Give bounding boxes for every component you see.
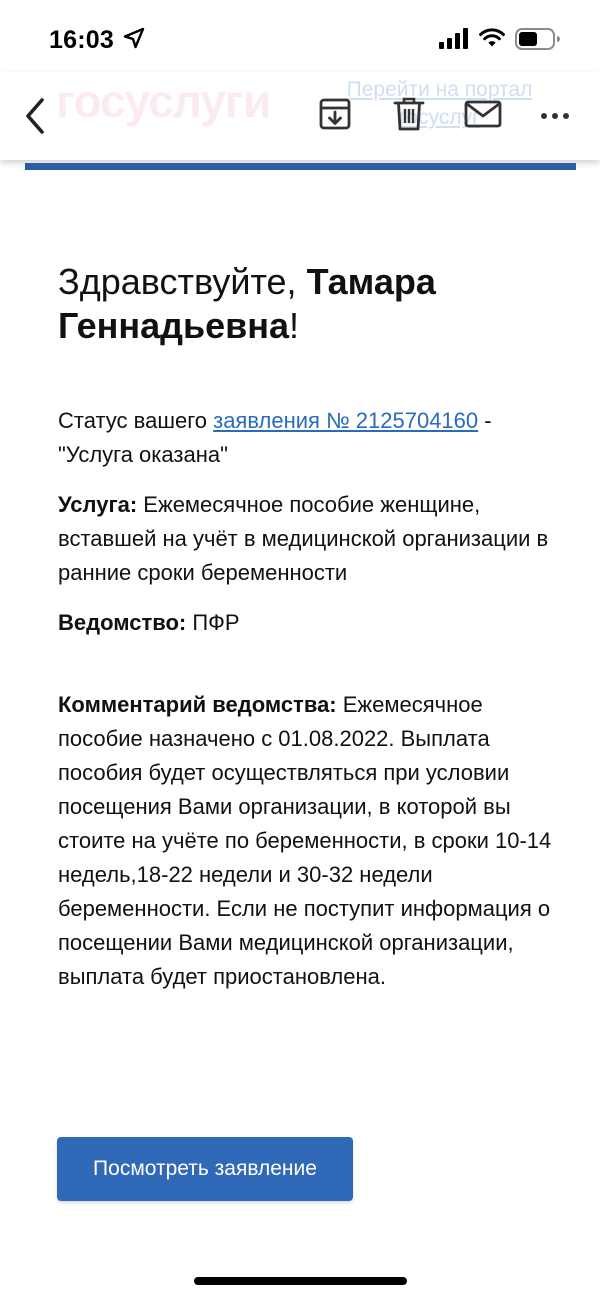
location-arrow-icon	[122, 26, 146, 50]
view-application-button[interactable]: Посмотреть заявление	[57, 1137, 353, 1201]
status-prefix: Статус вашего	[58, 408, 214, 433]
trash-icon[interactable]	[389, 94, 429, 134]
archive-icon[interactable]	[315, 94, 355, 134]
battery-icon	[515, 27, 561, 51]
greeting-prefix: Здравствуйте,	[58, 261, 307, 302]
header-divider	[25, 163, 576, 170]
portal-link[interactable]: Перейти на портал госуслуг	[346, 78, 533, 129]
signal-bars-icon	[438, 28, 470, 50]
more-dots-icon[interactable]	[537, 98, 573, 134]
service-paragraph	[58, 488, 558, 590]
brand-logo: госуслуги	[56, 75, 271, 127]
envelope-icon[interactable]	[463, 94, 503, 134]
application-link[interactable]: заявления № 2125704160	[213, 408, 479, 433]
status-paragraph	[58, 404, 558, 472]
wifi-icon	[478, 26, 506, 50]
back-chevron-icon[interactable]	[18, 94, 52, 138]
service-label: Услуга:	[58, 492, 138, 517]
greeting-suffix: !	[289, 305, 300, 346]
status-bar	[0, 0, 600, 80]
home-indicator	[194, 1277, 407, 1285]
department-value: ПФР	[186, 610, 240, 635]
comment-value: Ежемесячное пособие назначено с 01.08.2022. Выплата пособия будет осуществляться при условии посещения Вами организации, в которой вы стоите на учёте по беременности, в сроки 10-14 недель,18-22 недели и 30-32 недели беременности. Если не поступит информация о посещении Вами медицинской организации, выплата будет приостановлена.	[58, 692, 552, 989]
service-value: Ежемесячное пособие женщине, вставшей на учёт в медицинской организации в ранние сроки беременности	[58, 492, 549, 585]
comment-label: Комментарий ведомства:	[58, 692, 337, 717]
comment-paragraph	[58, 688, 558, 994]
department-paragraph	[58, 606, 558, 640]
recipient-name: Тамара Геннадьевна	[58, 261, 436, 346]
status-suffix: - "Услуга оказана"	[58, 408, 492, 467]
clock-time: 16:03	[49, 26, 114, 54]
email-body	[58, 260, 558, 994]
greeting-heading	[58, 260, 558, 348]
department-label: Ведомство:	[58, 610, 187, 635]
mail-toolbar	[0, 72, 600, 160]
